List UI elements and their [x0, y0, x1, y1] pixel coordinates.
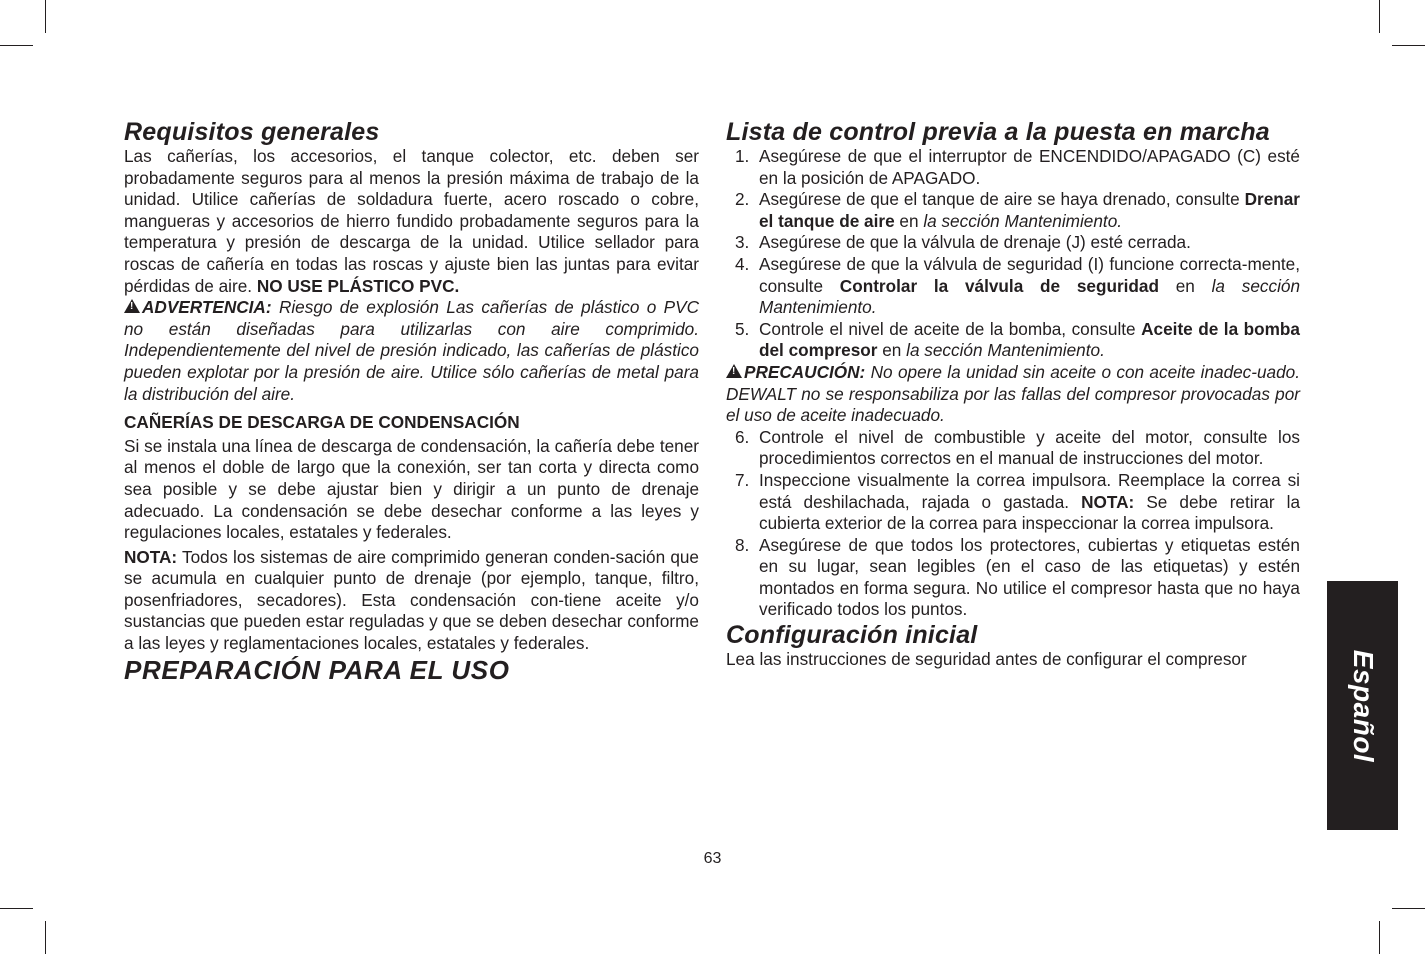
- item-number: 2.: [735, 189, 750, 210]
- item-text: en: [1158, 275, 1212, 296]
- warning-triangle-icon: [726, 364, 742, 378]
- crop-mark: [0, 45, 33, 46]
- crop-mark: [0, 908, 33, 909]
- heading-requisitos: Requisitos generales: [124, 118, 380, 146]
- item-text: Asegúrese de que el interruptor de ENCENDIDO/APAGADO (C) esté en la posición de APAGADO.: [759, 146, 1300, 188]
- list-item: [726, 254, 1300, 319]
- item-number: 1.: [735, 146, 750, 166]
- item-italic: la sección Mantenimiento.: [906, 340, 1105, 361]
- paragraph-config: Lea las instrucciones de seguridad antes de configurar el compresor: [726, 649, 1247, 670]
- item-number: 8.: [735, 534, 750, 555]
- item-bold: Drenar el tanque de aire: [759, 189, 1300, 231]
- caution-label: PRECAUCIÓN:: [744, 361, 866, 382]
- item-number: 3.: [735, 232, 750, 253]
- list-item: [726, 535, 1300, 621]
- page-number: 63: [703, 850, 722, 867]
- paragraph-requirements: [124, 146, 699, 297]
- item-text: Asegúrese de que todos los protectores, cubiertas y etiquetas estén en su lugar, sean legibles (en el caso de las etiquetas) y estén montados en forma segura. No utilice el compresor hasta que no haya verificado todos los puntos.: [759, 534, 1300, 620]
- item-bold: Controlar la válvula de seguridad: [839, 275, 1159, 296]
- crop-mark: [1392, 45, 1425, 46]
- list-item: [726, 146, 1300, 189]
- heading-configuracion: Configuración inicial: [726, 621, 978, 650]
- item-text: Asegúrese de que la válvula de drenaje (J) esté cerrada.: [759, 232, 1191, 253]
- right-column: [726, 118, 1300, 671]
- crop-mark: [45, 921, 46, 954]
- list-item: [726, 470, 1300, 535]
- item-italic: la sección Mantenimiento.: [923, 210, 1123, 231]
- crop-mark: [1379, 921, 1380, 954]
- item-bold: Aceite de la bomba del compresor: [759, 318, 1300, 361]
- item-text: Se debe retirar la cubierta exterior de la correa para inspeccionar la correa impulsora.: [759, 491, 1301, 534]
- no-pvc-note: NO USE PLÁSTICO PVC.: [256, 275, 460, 296]
- warning-paragraph: [124, 297, 699, 405]
- note-paragraph: [124, 547, 699, 655]
- item-text: Asegúrese de que la válvula de seguridad (I) funcione correcta-mente, consulte: [759, 253, 1300, 296]
- checklist-continued: [726, 427, 1300, 621]
- item-text: en: [877, 340, 907, 361]
- item-text: Controle el nivel de combustible y aceite del motor, consulte los procedimientos correctos en el manual de instrucciones del motor.: [759, 426, 1300, 469]
- caution-paragraph: [726, 362, 1300, 427]
- item-number: 7.: [735, 469, 750, 490]
- crop-mark: [1392, 908, 1425, 909]
- item-text: Controle el nivel de aceite de la bomba, consulte: [759, 318, 1136, 339]
- heading-lista-control: Lista de control previa a la puesta en marcha: [726, 118, 1270, 146]
- crop-mark: [45, 0, 46, 33]
- warning-label: ADVERTENCIA:: [142, 297, 272, 318]
- requirements-text: Las cañerías, los accesorios, el tanque colector, etc. deben ser probadamente seguros para al menos la presión máxima de trabajo de la unidad. Utilice cañerías de soldadura fuerte, acero roscado o cobre, mangueras y accesorios de hierro fundido probadamente seguros para la temperatura y presión de descarga de la unidad. Utilice sellador para roscas de cañería en todas las roscas y ajuste bien las juntas para evitar pérdidas de aire.: [124, 146, 699, 296]
- checklist: [726, 146, 1300, 362]
- list-item: [726, 232, 1300, 254]
- list-item: [726, 319, 1300, 362]
- item-text: Asegúrese de que el tanque de aire se haya drenado, consulte: [759, 189, 1240, 210]
- paragraph-condensation: Si se instala una línea de descarga de condensación, la cañería debe tener al menos el doble de largo que la conexión, ser tan corta y directa como sea posible y se debe ajustar bien y dirigir a un punto de drenaje adecuado. La condensación se debe desechar conforme a las leyes y regulaciones locales, estatales y federales.: [124, 435, 699, 543]
- item-number: 4.: [735, 253, 750, 274]
- language-tab: [1327, 581, 1398, 830]
- caution-text: No opere la unidad sin aceite o con aceite inadec-uado. DEWALT no se responsabiliza por las fallas del compresor provocadas por el uso de aceite inadecuado.: [726, 361, 1301, 426]
- warning-triangle-icon: [124, 299, 140, 313]
- item-text: Inspeccione visualmente la correa impulsora. Reemplace la correa si está deshilachada, rajada o gastada.: [759, 469, 1300, 512]
- subheading-condensation: CAÑERÍAS DE DESCARGA DE CONDENSACIÓN: [124, 412, 520, 433]
- crop-mark: [1379, 0, 1380, 33]
- item-number: 5.: [735, 318, 750, 339]
- list-item: [726, 427, 1300, 470]
- list-item: [726, 189, 1300, 232]
- item-text: en: [894, 210, 924, 231]
- warning-text: Riesgo de explosión Las cañerías de plástico o PVC no están diseñadas para utilizarlas con aire comprimido. Independientemente del nivel de presión indicado, las cañerías de plástico pueden explotar por la presión de aire. Utilice sólo cañerías de metal para la distribución del aire.: [124, 297, 699, 404]
- item-number: 6.: [735, 426, 750, 447]
- heading-preparacion: PREPARACIÓN PARA EL USO: [124, 654, 510, 685]
- language-tab-label: Español: [1347, 649, 1379, 762]
- item-italic: la sección Mantenimiento.: [759, 275, 1300, 318]
- note-label: NOTA:: [124, 546, 178, 567]
- left-column: [124, 118, 699, 685]
- item-bold: NOTA:: [1081, 491, 1135, 512]
- note-text: Todos los sistemas de aire comprimido generan conden-sación que se acumula en cualquier punto de drenaje (por ejemplo, tanque, filtro, posenfriadores, secadores). Esta condensación con-tiene aceite y/o sustancias que pueden estar reguladas y que se deben desechar conforme a las leyes y reglamentaciones locales, estatales y federales.: [124, 546, 699, 654]
